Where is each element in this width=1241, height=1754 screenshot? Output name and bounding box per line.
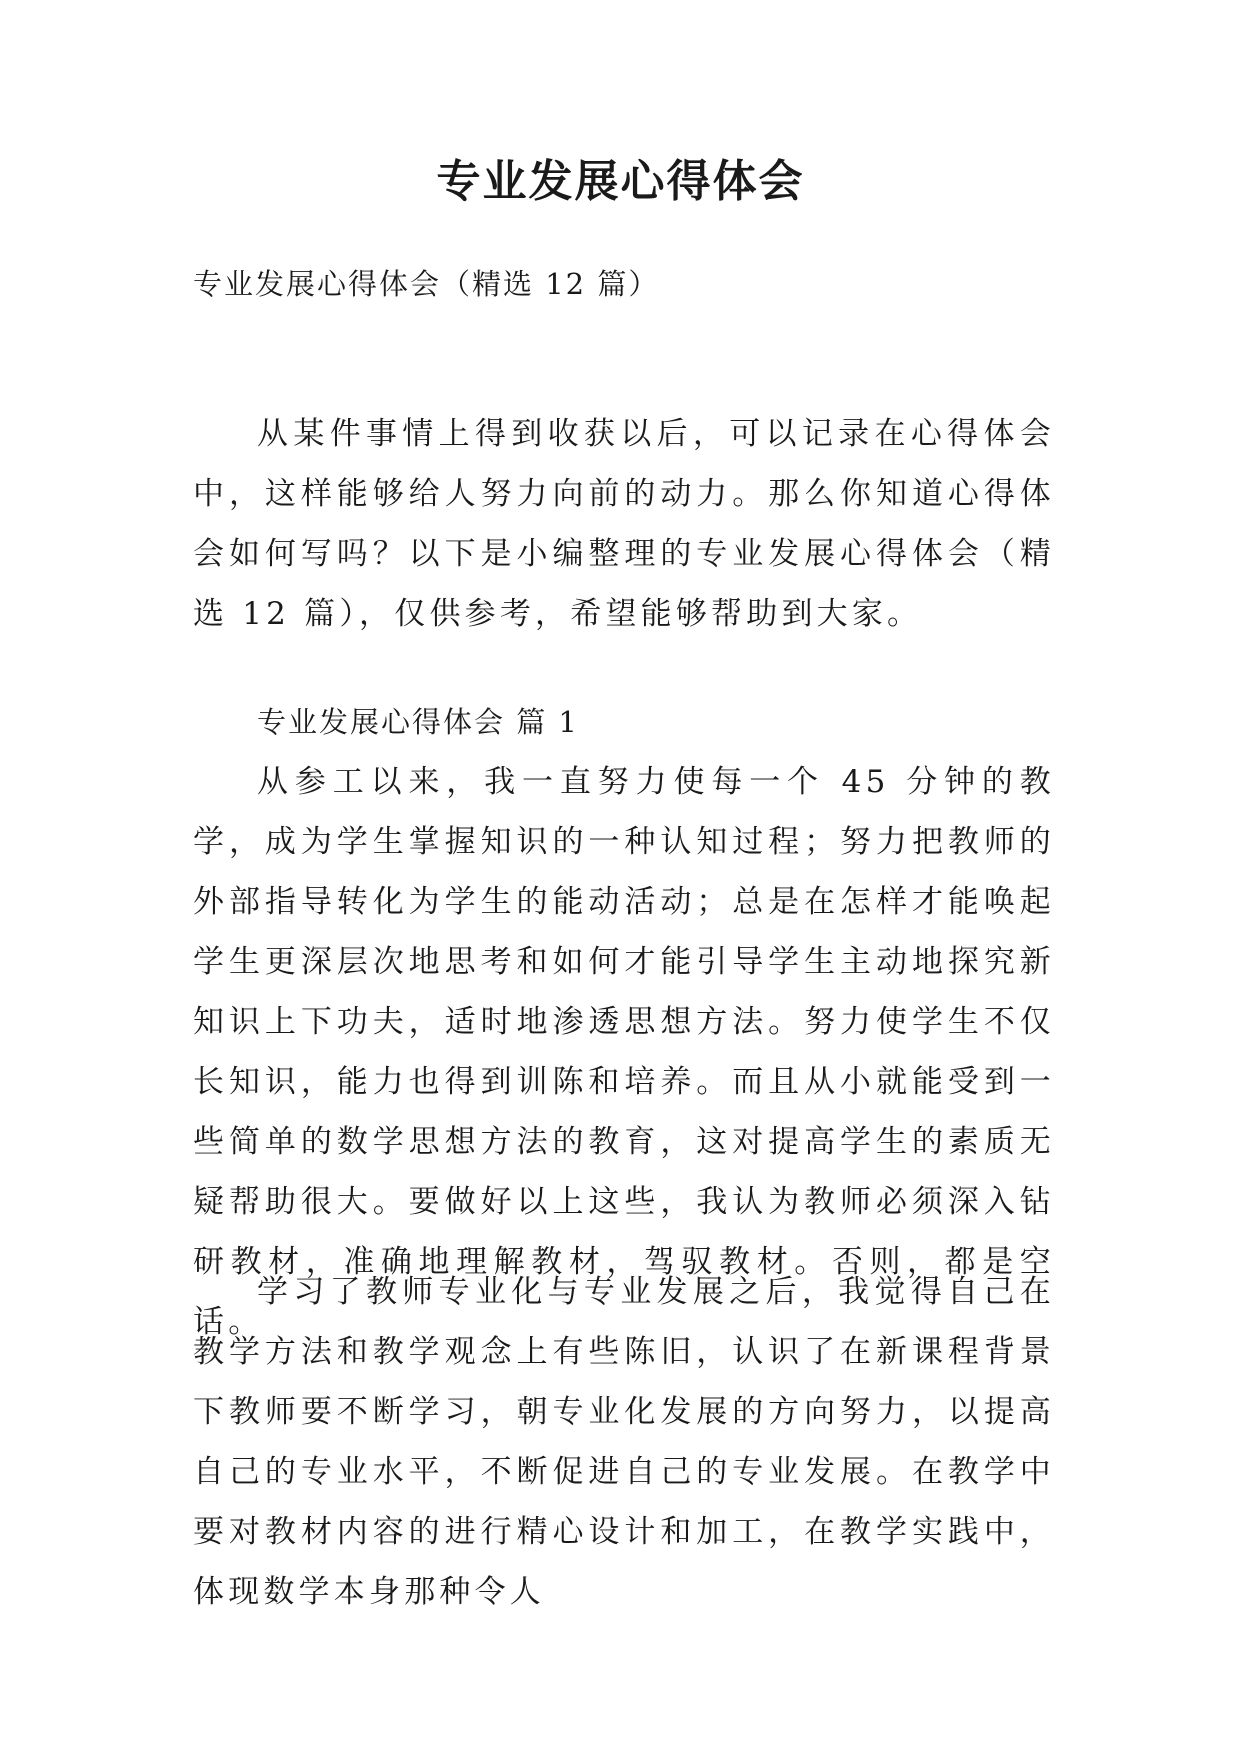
intro-paragraph: 从某件事情上得到收获以后，可以记录在心得体会中，这样能够给人努力向前的动力。那么你知道心得体会如何写吗？以下是小编整理的专业发展心得体会（精选 12 篇），仅供参考，希望能够帮助到大家。 (193, 416, 1055, 632)
document-subtitle: 专业发展心得体会（精选 12 篇） (193, 267, 660, 301)
body-paragraph-2: 学习了教师专业化与专业发展之后，我觉得自己在教学方法和教学观念上有些陈旧，认识了在新课程背景下教师要不断学习，朝专业化发展的方向努力，以提高自己的专业水平，不断促进自己的专业发展。在教学中要对教材内容的进行精心设计和加工，在教学实践中，体现数学本身那种令人 (193, 1274, 1055, 1610)
body-paragraph-1: 从参工以来，我一直努力使每一个 45 分钟的教学，成为学生掌握知识的一种认知过程；努力把教师的外部指导转化为学生的能动活动；总是在怎样才能唤起学生更深层次地思考和如何才能引导学生主动地探究新知识上下功夫，适时地渗透思想方法。努力使学生不仅长知识，能力也得到训陈和培养。而且从小就能受到一些简单的数学思想方法的教育，这对提高学生的素质无疑帮助很大。要做好以上这些，我认为教师必须深入钻研教材，准确地理解教材，驾驭教材。否则，都是空话。 (193, 764, 1055, 1340)
document-title: 专业发展心得体会 (436, 156, 805, 207)
section-heading: 专业发展心得体会 篇 1 (257, 705, 579, 739)
